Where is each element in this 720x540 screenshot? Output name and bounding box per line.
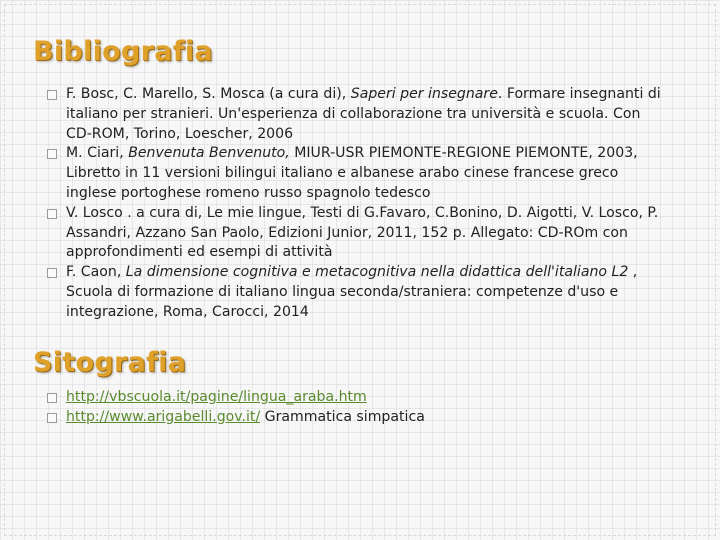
item-text: V. Losco . a cura di, Le mie lingue, Testi di G.Favaro, C.Bonino, D. Aigotti, V. Losco, P. Assandri, Azzano San Paolo, Edizioni Junior, 2011, 152 p. Allegato: CD-ROm con approfondimenti ed esempi di attività <box>66 204 659 261</box>
webography-link[interactable]: http://vbscuola.it/pagine/lingua_araba.htm <box>66 389 367 405</box>
square-bullet-icon <box>47 209 57 219</box>
bibliography-item <box>47 263 667 322</box>
webography-list <box>47 388 667 428</box>
link-description: Grammatica simpatica <box>260 408 425 425</box>
bibliography-item <box>47 85 667 144</box>
webography-heading: Sitografia <box>33 347 187 378</box>
item-text: F. Bosc, C. Marello, S. Mosca (a cura di), <box>66 86 351 102</box>
square-bullet-icon <box>47 268 57 278</box>
square-bullet-icon <box>47 413 57 423</box>
webography-item <box>47 388 667 408</box>
item-title: La dimensione cognitiva e metacognitiva nella didattica dell'italiano L2 <box>125 264 629 281</box>
item-text: . Formare insegnanti di italiano per stranieri. Un'esperienza di collaborazione tra università e scuola. Con CD-ROM, Torino, Loescher, 2006 <box>66 86 661 142</box>
webography-item <box>47 408 667 428</box>
square-bullet-icon <box>47 90 57 100</box>
item-text: MIUR-USR PIEMONTE-REGIONE PIEMONTE, 2003, Libretto in 11 versioni bilingui italiano e albanese arabo cinese francese greco inglese portoghese romeno russo spagnolo tedesco <box>66 145 638 201</box>
square-bullet-icon <box>47 149 57 159</box>
square-bullet-icon <box>47 393 57 403</box>
bibliography-heading: Bibliografia <box>33 36 213 67</box>
item-title: Saperi per insegnare <box>350 86 498 102</box>
bibliography-item <box>47 204 667 263</box>
item-text: F. Caon, <box>66 264 126 281</box>
item-title: Benvenuta Benvenuto, <box>128 145 290 162</box>
bibliography-item <box>47 144 667 203</box>
item-text: , Scuola di formazione di italiano lingua seconda/straniera: competenze d'uso e integrazione, Roma, Carocci, 2014 <box>66 264 638 320</box>
bibliography-list <box>47 85 667 323</box>
webography-link[interactable]: http://www.arigabelli.gov.it/ <box>66 408 261 425</box>
item-text: M. Ciari, <box>66 145 129 162</box>
